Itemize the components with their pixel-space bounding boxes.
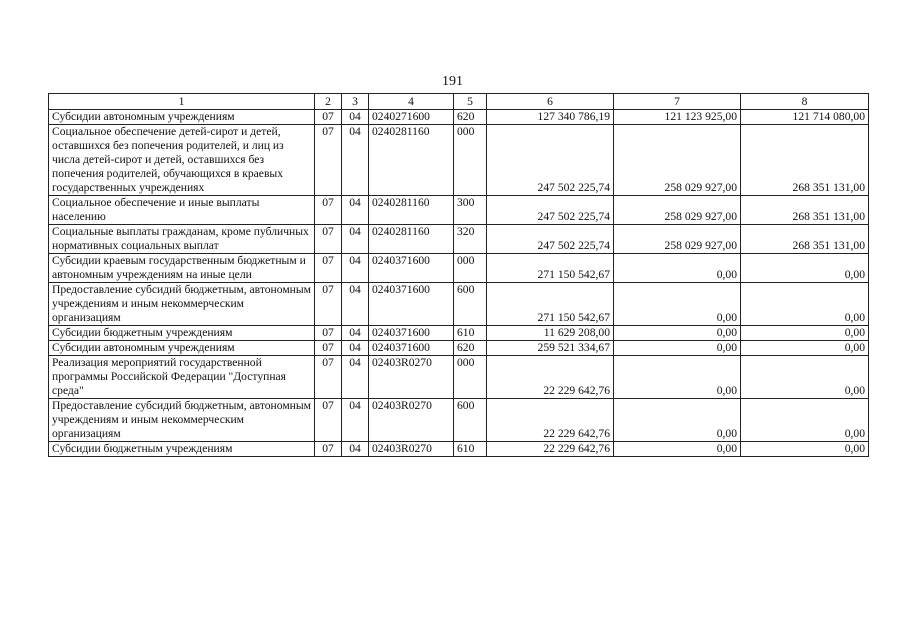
row-amount-2019-cell: 259 521 334,67	[487, 341, 614, 356]
table-row	[49, 125, 869, 196]
row-subsection-cell: 04	[342, 110, 369, 125]
header-col-2: 2	[315, 94, 342, 110]
row-amount-2020-cell: 0,00	[614, 326, 741, 341]
table-row	[49, 110, 869, 125]
table-row	[49, 283, 869, 326]
row-name-cell: Субсидии бюджетным учреждениям	[49, 326, 315, 341]
row-section-cell: 07	[315, 196, 342, 225]
row-subsection-cell: 04	[342, 254, 369, 283]
row-amount-2019-cell: 22 229 642,76	[487, 356, 614, 399]
row-amount-2021-cell: 0,00	[741, 254, 869, 283]
row-amount-2020-cell: 0,00	[614, 254, 741, 283]
row-amount-2021-cell: 268 351 131,00	[741, 125, 869, 196]
row-target-code-cell: 0240371600	[369, 326, 454, 341]
row-amount-2020-cell: 0,00	[614, 356, 741, 399]
row-target-code-cell: 0240271600	[369, 110, 454, 125]
row-target-code-cell: 0240281160	[369, 196, 454, 225]
row-amount-2019-cell: 22 229 642,76	[487, 399, 614, 442]
row-amount-2019-cell: 247 502 225,74	[487, 225, 614, 254]
row-target-code-cell: 02403R0270	[369, 356, 454, 399]
row-expense-type-cell: 600	[454, 399, 487, 442]
row-section-cell: 07	[315, 225, 342, 254]
row-subsection-cell: 04	[342, 283, 369, 326]
row-name-cell: Субсидии автономным учреждениям	[49, 110, 315, 125]
row-section-cell: 07	[315, 125, 342, 196]
table-row	[49, 225, 869, 254]
row-section-cell: 07	[315, 341, 342, 356]
row-target-code-cell: 0240371600	[369, 283, 454, 326]
row-amount-2019-cell: 11 629 208,00	[487, 326, 614, 341]
row-target-code-cell: 0240371600	[369, 341, 454, 356]
header-col-5: 5	[454, 94, 487, 110]
row-amount-2020-cell: 0,00	[614, 283, 741, 326]
row-amount-2020-cell: 258 029 927,00	[614, 225, 741, 254]
row-target-code-cell: 0240281160	[369, 125, 454, 196]
page-number: 191	[442, 74, 463, 89]
row-name-cell: Субсидии автономным учреждениям	[49, 341, 315, 356]
header-col-4: 4	[369, 94, 454, 110]
row-amount-2021-cell: 0,00	[741, 356, 869, 399]
row-amount-2021-cell: 0,00	[741, 399, 869, 442]
row-name-cell: Социальные выплаты гражданам, кроме публичных нормативных социальных выплат	[49, 225, 315, 254]
row-amount-2020-cell: 258 029 927,00	[614, 196, 741, 225]
row-subsection-cell: 04	[342, 341, 369, 356]
row-expense-type-cell: 600	[454, 283, 487, 326]
row-name-cell: Предоставление субсидий бюджетным, автономным учреждениям и иным некоммерческим организациям	[49, 283, 315, 326]
row-subsection-cell: 04	[342, 356, 369, 399]
row-amount-2019-cell: 127 340 786,19	[487, 110, 614, 125]
row-amount-2021-cell: 268 351 131,00	[741, 225, 869, 254]
budget-table	[48, 93, 869, 457]
table-header-row	[49, 94, 869, 110]
row-expense-type-cell: 610	[454, 442, 487, 457]
row-subsection-cell: 04	[342, 442, 369, 457]
header-col-8: 8	[741, 94, 869, 110]
table-row	[49, 326, 869, 341]
row-amount-2019-cell: 247 502 225,74	[487, 125, 614, 196]
table-row	[49, 341, 869, 356]
row-amount-2021-cell: 0,00	[741, 326, 869, 341]
row-section-cell: 07	[315, 283, 342, 326]
table-row	[49, 399, 869, 442]
row-section-cell: 07	[315, 326, 342, 341]
row-subsection-cell: 04	[342, 125, 369, 196]
row-expense-type-cell: 610	[454, 326, 487, 341]
table-row	[49, 442, 869, 457]
row-subsection-cell: 04	[342, 399, 369, 442]
row-amount-2020-cell: 258 029 927,00	[614, 125, 741, 196]
row-target-code-cell: 0240281160	[369, 225, 454, 254]
row-expense-type-cell: 000	[454, 125, 487, 196]
row-name-cell: Социальное обеспечение и иные выплаты населению	[49, 196, 315, 225]
row-section-cell: 07	[315, 254, 342, 283]
row-expense-type-cell: 000	[454, 254, 487, 283]
row-name-cell: Субсидии бюджетным учреждениям	[49, 442, 315, 457]
row-amount-2021-cell: 268 351 131,00	[741, 196, 869, 225]
row-amount-2021-cell: 0,00	[741, 283, 869, 326]
row-amount-2020-cell: 0,00	[614, 442, 741, 457]
row-amount-2021-cell: 0,00	[741, 442, 869, 457]
row-expense-type-cell: 000	[454, 356, 487, 399]
header-col-6: 6	[487, 94, 614, 110]
row-section-cell: 07	[315, 399, 342, 442]
row-subsection-cell: 04	[342, 225, 369, 254]
row-subsection-cell: 04	[342, 196, 369, 225]
row-amount-2020-cell: 0,00	[614, 399, 741, 442]
row-amount-2019-cell: 271 150 542,67	[487, 283, 614, 326]
row-amount-2021-cell: 0,00	[741, 341, 869, 356]
row-amount-2019-cell: 22 229 642,76	[487, 442, 614, 457]
header-col-1: 1	[49, 94, 315, 110]
row-target-code-cell: 02403R0270	[369, 399, 454, 442]
table-row	[49, 254, 869, 283]
row-name-cell: Реализация мероприятий государственной программы Российской Федерации "Доступная среда"	[49, 356, 315, 399]
table-row	[49, 356, 869, 399]
row-name-cell: Субсидии краевым государственным бюджетным и автономным учреждениям на иные цели	[49, 254, 315, 283]
row-section-cell: 07	[315, 110, 342, 125]
row-expense-type-cell: 320	[454, 225, 487, 254]
row-expense-type-cell: 300	[454, 196, 487, 225]
row-amount-2021-cell: 121 714 080,00	[741, 110, 869, 125]
row-name-cell: Предоставление субсидий бюджетным, автономным учреждениям и иным некоммерческим организациям	[49, 399, 315, 442]
row-target-code-cell: 0240371600	[369, 254, 454, 283]
row-subsection-cell: 04	[342, 326, 369, 341]
table-row	[49, 196, 869, 225]
row-amount-2019-cell: 247 502 225,74	[487, 196, 614, 225]
table-body	[49, 110, 869, 457]
row-amount-2019-cell: 271 150 542,67	[487, 254, 614, 283]
row-expense-type-cell: 620	[454, 110, 487, 125]
row-name-cell: Социальное обеспечение детей-сирот и детей, оставшихся без попечения родителей, и лиц из числа детей-сирот и детей, оставшихся без попечения родителей, обучающихся в краевых государственных учреждениях	[49, 125, 315, 196]
header-col-3: 3	[342, 94, 369, 110]
header-col-7: 7	[614, 94, 741, 110]
row-amount-2020-cell: 0,00	[614, 341, 741, 356]
row-section-cell: 07	[315, 442, 342, 457]
row-amount-2020-cell: 121 123 925,00	[614, 110, 741, 125]
row-section-cell: 07	[315, 356, 342, 399]
row-target-code-cell: 02403R0270	[369, 442, 454, 457]
row-expense-type-cell: 620	[454, 341, 487, 356]
